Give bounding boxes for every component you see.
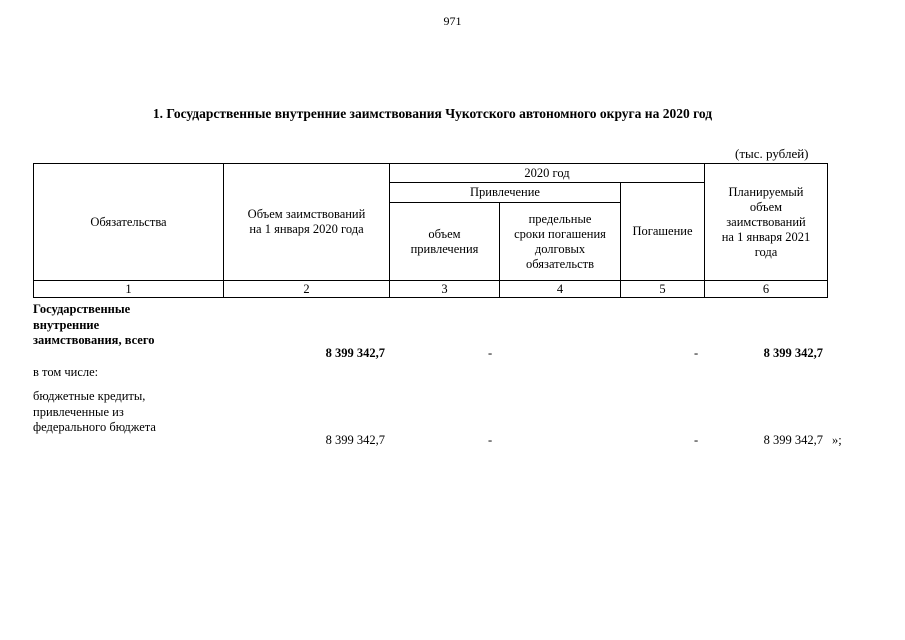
budget-credits-label-line2: привлеченные из: [33, 404, 124, 419]
header-planned-line4: на 1 января 2021: [721, 229, 811, 244]
header-attraction-volume-line2: привлечения: [410, 241, 479, 256]
header-volume-start: [224, 164, 390, 281]
budget-credits-planned: 8 399 342,7: [763, 433, 823, 447]
total-repayment: -: [694, 346, 699, 360]
total-volume-start: 8 399 342,7: [325, 346, 385, 360]
total-attraction: -: [488, 346, 493, 360]
total-planned: 8 399 342,7: [763, 346, 823, 360]
budget-credits-repayment: -: [694, 433, 699, 447]
total-label-line1: Государственные: [33, 302, 131, 316]
header-deadline-line4: обязательств: [525, 256, 595, 271]
column-number: 2: [224, 281, 390, 298]
header-year: 2020 год: [390, 164, 705, 183]
total-label-line2: внутренние: [33, 317, 100, 332]
header-attraction-volume: [390, 203, 500, 281]
header-deadline: [500, 203, 621, 281]
budget-credits-row-label: [33, 389, 156, 436]
header-planned-line1: Планируемый: [728, 184, 804, 199]
page-number: 971: [443, 14, 462, 28]
column-number: 4: [500, 281, 621, 298]
total-label-line3: заимствования, всего: [33, 333, 155, 348]
column-number: 5: [621, 281, 705, 298]
header-planned-line5: года: [754, 244, 778, 259]
header-deadline-line1: предельные: [528, 211, 592, 226]
header-deadline-line2: сроки погашения: [514, 226, 606, 241]
header-deadline-line3: долговых: [534, 241, 586, 256]
header-attraction-volume-line1: объем: [428, 226, 461, 241]
budget-credits-attraction: -: [488, 433, 493, 447]
header-attraction: Привлечение: [390, 183, 621, 203]
column-number: 3: [390, 281, 500, 298]
column-number: 6: [705, 281, 828, 298]
budget-credits-label-line3: федерального бюджета: [33, 420, 156, 435]
borrowings-table: [33, 163, 828, 298]
header-volume-start-line1: Объем заимствований: [247, 207, 366, 221]
closing-quote: »;: [832, 433, 842, 447]
including-label: в том числе:: [33, 365, 99, 379]
budget-credits-label-line1: бюджетные кредиты,: [33, 389, 146, 403]
units-label: (тыс. рублей): [735, 146, 809, 161]
header-planned: [705, 164, 828, 281]
column-number: 1: [34, 281, 224, 298]
header-planned-line2: объем: [749, 199, 783, 214]
header-obligations: Обязательства: [34, 164, 224, 281]
header-planned-line3: заимствований: [726, 214, 806, 229]
header-repayment: Погашение: [621, 183, 705, 281]
document-title: 1. Государственные внутренние заимствования Чукотского автономного округа на 2020 год: [152, 106, 713, 121]
header-volume-start-line2: на 1 января 2020 года: [249, 222, 364, 236]
budget-credits-volume-start: 8 399 342,7: [325, 433, 385, 447]
total-row-label: [33, 302, 154, 349]
